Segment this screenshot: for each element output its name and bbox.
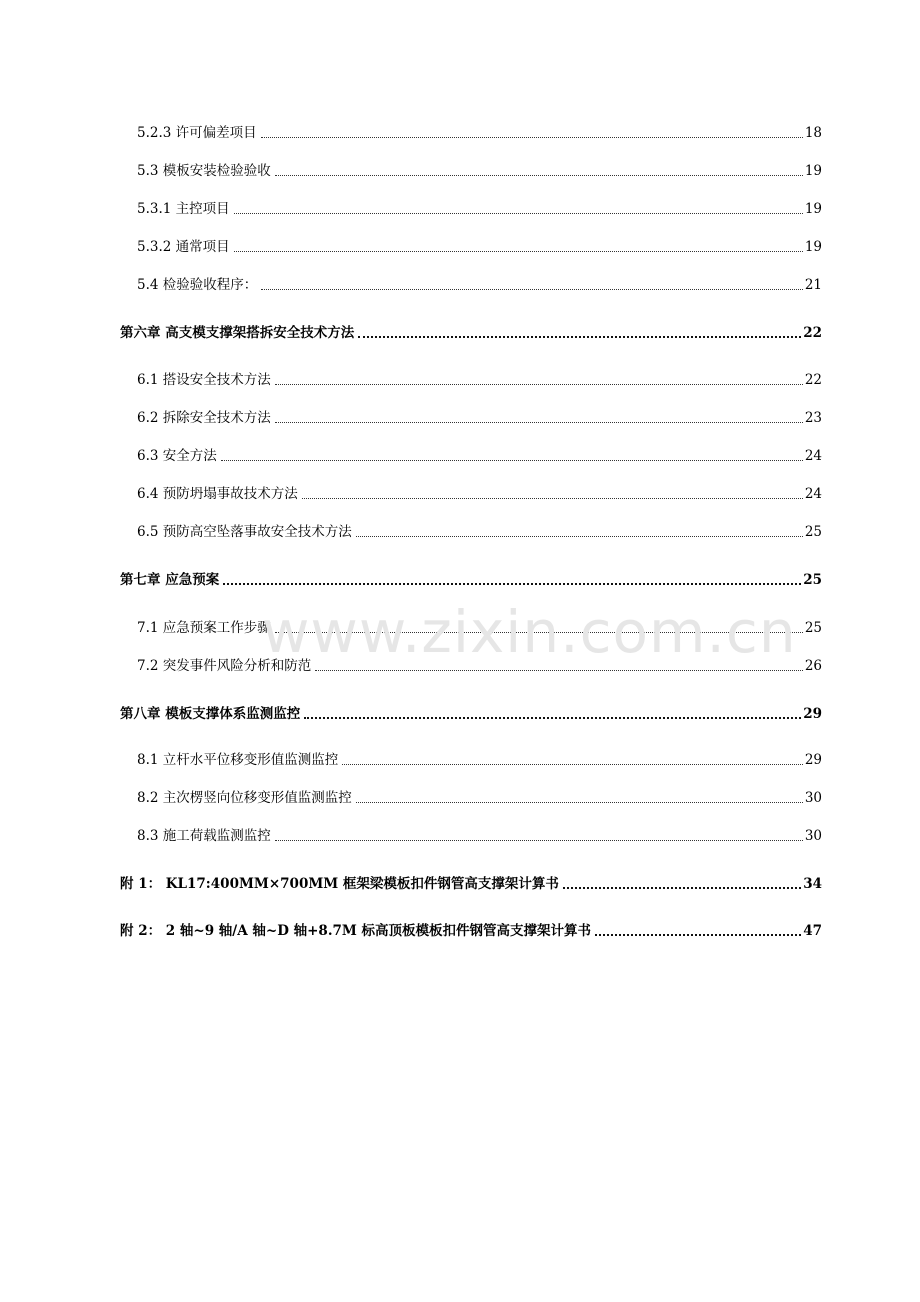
toc-entry-page-number: 30 <box>804 828 822 844</box>
dot-leader <box>356 801 803 803</box>
dot-leader <box>304 716 801 719</box>
dot-leader <box>358 335 801 338</box>
toc-entry-label: 5.2.3 许可偏差项目 <box>137 125 257 141</box>
toc-entry-page-number: 29 <box>803 706 822 722</box>
dot-leader <box>221 459 803 461</box>
toc-entry-label: 7.1 应急预案工作步骤 <box>137 620 271 636</box>
toc-entry-7-2[interactable] <box>137 653 822 675</box>
dot-leader <box>223 582 801 585</box>
toc-entry-label: 8.2 主次楞竖向位移变形值监测监控 <box>137 790 352 806</box>
toc-entry-label: 6.4 预防坍塌事故技术方法 <box>137 486 298 502</box>
dot-leader <box>234 212 803 214</box>
toc-entry-page-number: 24 <box>804 448 822 464</box>
toc-entry-6-5[interactable] <box>137 519 822 541</box>
toc-entry-page-number: 22 <box>804 372 822 388</box>
toc-entry-8-2[interactable] <box>137 785 822 807</box>
toc-entry-page-number: 23 <box>804 410 822 426</box>
dot-leader <box>275 383 803 385</box>
toc-entry-label: 6.5 预防高空坠落事故安全技术方法 <box>137 524 352 540</box>
toc-entry-5-2-3[interactable] <box>137 120 822 142</box>
toc-entry-8-1[interactable] <box>137 747 822 769</box>
dot-leader <box>595 933 801 936</box>
toc-entry-6-4[interactable] <box>137 481 822 503</box>
dot-leader <box>275 421 803 423</box>
toc-entry-5-3[interactable] <box>137 158 822 180</box>
toc-entry-chapter-6[interactable] <box>120 320 822 342</box>
toc-entry-label: 附 1： KL17:400MM×700MM 框架梁模板扣件钢管高支撑架计算书 <box>120 876 559 892</box>
toc-entry-chapter-7[interactable] <box>120 567 822 589</box>
toc-entry-page-number: 24 <box>804 486 822 502</box>
dot-leader <box>563 886 801 889</box>
toc-entry-label: 6.1 搭设安全技术方法 <box>137 372 271 388</box>
toc-entry-5-3-2[interactable] <box>137 234 822 256</box>
toc-entry-label: 6.3 安全方法 <box>137 448 217 464</box>
toc-entry-page-number: 19 <box>804 239 822 255</box>
toc-entry-page-number: 18 <box>804 125 822 141</box>
dot-leader <box>275 631 803 633</box>
dot-leader <box>275 174 803 176</box>
toc-entry-page-number: 30 <box>804 790 822 806</box>
toc-entry-page-number: 47 <box>803 923 822 939</box>
toc-entry-appendix-2[interactable] <box>120 918 822 940</box>
toc-entry-label: 8.3 施工荷载监测监控 <box>137 828 271 844</box>
dot-leader <box>261 136 803 138</box>
dot-leader <box>342 763 803 765</box>
toc-entry-6-3[interactable] <box>137 443 822 465</box>
dot-leader <box>302 497 803 499</box>
toc-entry-chapter-8[interactable] <box>120 701 822 723</box>
toc-entry-label: 5.3.2 通常项目 <box>137 239 230 255</box>
dot-leader <box>356 535 803 537</box>
toc-entry-label: 5.4 检验验收程序： <box>137 277 258 293</box>
toc-entry-page-number: 34 <box>803 876 822 892</box>
toc-entry-page-number: 26 <box>804 658 822 674</box>
toc-entry-label: 第七章 应急预案 <box>120 572 220 588</box>
dot-leader <box>261 288 803 290</box>
toc-entry-page-number: 25 <box>803 572 822 588</box>
toc-entry-label: 第八章 模板支撑体系监测监控 <box>120 706 301 722</box>
toc-entry-label: 附 2： 2 轴~9 轴/A 轴~D 轴+8.7M 标高顶板模板扣件钢管高支撑架计算书 <box>120 923 592 939</box>
toc-entry-page-number: 22 <box>803 325 822 341</box>
toc-entry-8-3[interactable] <box>137 823 822 845</box>
toc-entry-label: 7.2 突发事件风险分析和防范 <box>137 658 312 674</box>
toc-entry-6-2[interactable] <box>137 405 822 427</box>
toc-entry-6-1[interactable] <box>137 367 822 389</box>
toc-entry-label: 5.3.1 主控项目 <box>137 201 230 217</box>
toc-entry-label: 8.1 立杆水平位移变形值监测监控 <box>137 752 339 768</box>
watermark: www.zixin.com.cn <box>262 598 797 666</box>
toc-entry-label: 6.2 拆除安全技术方法 <box>137 410 271 426</box>
dot-leader <box>234 250 803 252</box>
toc-entry-label: 第六章 高支模支撑架搭拆安全技术方法 <box>120 325 355 341</box>
toc-entry-5-3-1[interactable] <box>137 196 822 218</box>
toc-entry-7-1[interactable] <box>137 615 822 637</box>
dot-leader <box>315 669 803 671</box>
dot-leader <box>275 839 803 841</box>
toc-entry-page-number: 19 <box>804 201 822 217</box>
toc-entry-page-number: 25 <box>804 620 822 636</box>
toc-entry-page-number: 25 <box>804 524 822 540</box>
toc-entry-page-number: 19 <box>804 163 822 179</box>
toc-entry-page-number: 21 <box>804 277 822 293</box>
toc-entry-label: 5.3 模板安装检验验收 <box>137 163 271 179</box>
toc-entry-page-number: 29 <box>804 752 822 768</box>
toc-entry-appendix-1[interactable] <box>120 871 822 893</box>
toc-entry-5-4[interactable] <box>137 272 822 294</box>
